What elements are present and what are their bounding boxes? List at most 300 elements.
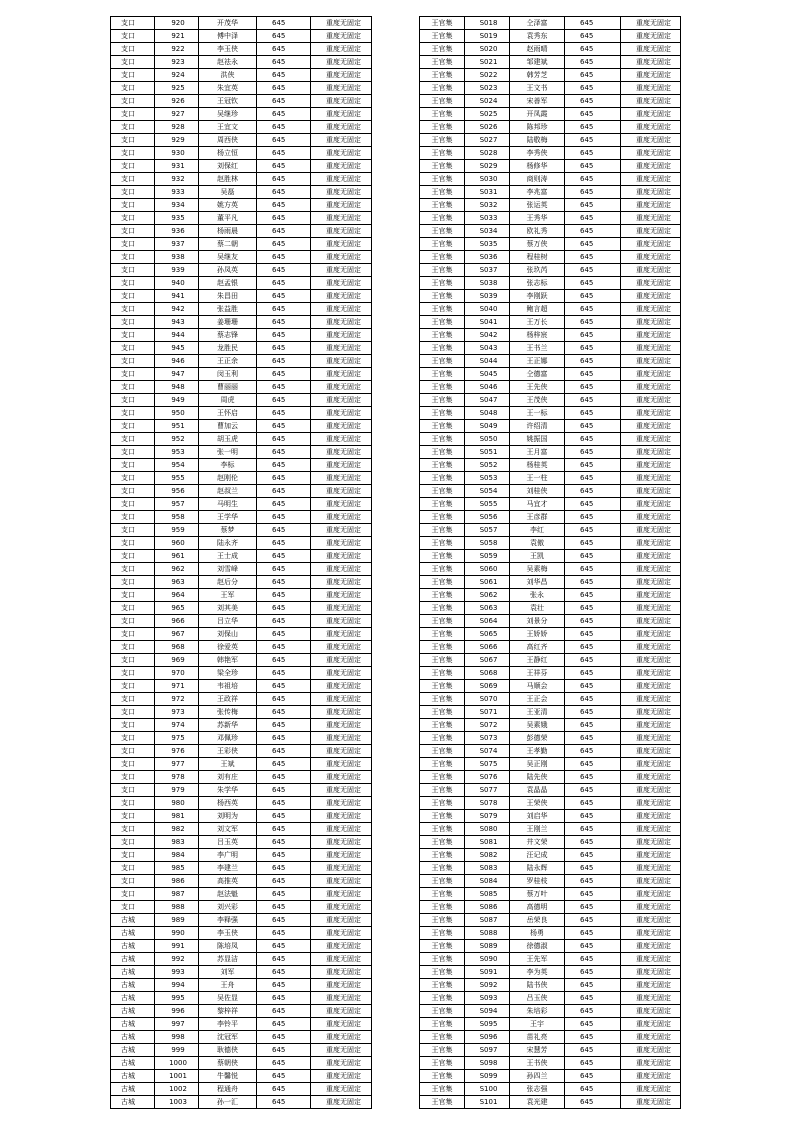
area-cell: 王官集	[420, 1057, 465, 1070]
name-cell: 杨勇	[510, 927, 565, 940]
amount-cell: 645	[257, 381, 311, 394]
category-cell: 重度无固定	[621, 745, 681, 758]
table-row	[111, 394, 372, 407]
id-cell: S098	[465, 1057, 510, 1070]
category-cell: 重度无固定	[621, 576, 681, 589]
amount-cell: 645	[257, 303, 311, 316]
id-cell: S091	[465, 966, 510, 979]
name-cell: 王正娜	[510, 355, 565, 368]
category-cell: 重度无固定	[621, 966, 681, 979]
category-cell: 重度无固定	[311, 810, 372, 823]
table-row	[420, 966, 681, 979]
table-row	[420, 589, 681, 602]
area-cell: 王官集	[420, 1031, 465, 1044]
name-cell: 王正会	[510, 693, 565, 706]
category-cell: 重度无固定	[621, 628, 681, 641]
category-cell: 重度无固定	[311, 95, 372, 108]
id-cell: S027	[465, 134, 510, 147]
category-cell: 重度无固定	[621, 875, 681, 888]
amount-cell: 645	[257, 17, 311, 30]
table-row	[420, 745, 681, 758]
id-cell: S055	[465, 498, 510, 511]
area-cell: 王官集	[420, 277, 465, 290]
table-row	[111, 407, 372, 420]
table-row	[111, 537, 372, 550]
amount-cell: 645	[565, 966, 621, 979]
table-row	[420, 147, 681, 160]
table-row	[420, 836, 681, 849]
name-cell: 王秀华	[510, 212, 565, 225]
amount-cell: 645	[257, 940, 311, 953]
id-cell: 938	[155, 251, 199, 264]
table-row	[420, 511, 681, 524]
area-cell: 王官集	[420, 498, 465, 511]
id-cell: 958	[155, 511, 199, 524]
amount-cell: 645	[257, 1070, 311, 1083]
area-cell: 支口	[111, 745, 155, 758]
table-row	[420, 186, 681, 199]
amount-cell: 645	[257, 1044, 311, 1057]
name-cell: 吕玉侠	[510, 992, 565, 1005]
amount-cell: 645	[565, 1070, 621, 1083]
category-cell: 重度无固定	[621, 420, 681, 433]
category-cell: 重度无固定	[621, 901, 681, 914]
name-cell: 徐德淑	[510, 940, 565, 953]
category-cell: 重度无固定	[621, 95, 681, 108]
name-cell: 沈冠军	[199, 1031, 257, 1044]
table-row	[111, 342, 372, 355]
category-cell: 重度无固定	[621, 264, 681, 277]
category-cell: 重度无固定	[621, 459, 681, 472]
amount-cell: 645	[565, 290, 621, 303]
id-cell: 992	[155, 953, 199, 966]
table-row	[111, 173, 372, 186]
category-cell: 重度无固定	[311, 17, 372, 30]
table-row	[420, 56, 681, 69]
name-cell: 王学华	[199, 511, 257, 524]
amount-cell: 645	[565, 550, 621, 563]
amount-cell: 645	[257, 836, 311, 849]
id-cell: 948	[155, 381, 199, 394]
id-cell: S033	[465, 212, 510, 225]
id-cell: S065	[465, 628, 510, 641]
table-row	[420, 927, 681, 940]
area-cell: 王官集	[420, 121, 465, 134]
table-row	[420, 303, 681, 316]
category-cell: 重度无固定	[311, 433, 372, 446]
id-cell: S068	[465, 667, 510, 680]
amount-cell: 645	[565, 56, 621, 69]
area-cell: 王官集	[420, 563, 465, 576]
table-row	[420, 225, 681, 238]
area-cell: 支口	[111, 407, 155, 420]
area-cell: 支口	[111, 602, 155, 615]
name-cell: 周虎	[199, 394, 257, 407]
name-cell: 王正余	[199, 355, 257, 368]
amount-cell: 645	[565, 953, 621, 966]
name-cell: 王静红	[510, 654, 565, 667]
id-cell: 943	[155, 316, 199, 329]
amount-cell: 645	[565, 1031, 621, 1044]
category-cell: 重度无固定	[311, 1083, 372, 1096]
id-cell: S037	[465, 264, 510, 277]
amount-cell: 645	[257, 966, 311, 979]
name-cell: 李兆富	[510, 186, 565, 199]
category-cell: 重度无固定	[621, 615, 681, 628]
id-cell: 947	[155, 368, 199, 381]
name-cell: 蔡二朝	[199, 238, 257, 251]
area-cell: 王官集	[420, 1096, 465, 1109]
id-cell: S100	[465, 1083, 510, 1096]
name-cell: 赵刚伦	[199, 472, 257, 485]
name-cell: 蔡朝侠	[199, 1057, 257, 1070]
category-cell: 重度无固定	[311, 914, 372, 927]
id-cell: S021	[465, 56, 510, 69]
table-row	[111, 862, 372, 875]
category-cell: 重度无固定	[311, 641, 372, 654]
name-cell: 马明生	[199, 498, 257, 511]
amount-cell: 645	[565, 927, 621, 940]
area-cell: 王官集	[420, 511, 465, 524]
id-cell: 991	[155, 940, 199, 953]
area-cell: 王官集	[420, 771, 465, 784]
id-cell: 999	[155, 1044, 199, 1057]
name-cell: 陆永齐	[199, 537, 257, 550]
id-cell: S040	[465, 303, 510, 316]
area-cell: 支口	[111, 238, 155, 251]
table-row	[111, 680, 372, 693]
area-cell: 支口	[111, 797, 155, 810]
id-cell: 952	[155, 433, 199, 446]
area-cell: 支口	[111, 82, 155, 95]
category-cell: 重度无固定	[311, 992, 372, 1005]
id-cell: S080	[465, 823, 510, 836]
name-cell: 陈培凤	[199, 940, 257, 953]
amount-cell: 645	[257, 225, 311, 238]
table-row	[111, 888, 372, 901]
amount-cell: 645	[257, 901, 311, 914]
amount-cell: 645	[565, 212, 621, 225]
category-cell: 重度无固定	[311, 771, 372, 784]
table-row	[111, 212, 372, 225]
category-cell: 重度无固定	[621, 342, 681, 355]
area-cell: 支口	[111, 537, 155, 550]
amount-cell: 645	[257, 849, 311, 862]
table-row	[111, 1083, 372, 1096]
id-cell: S067	[465, 654, 510, 667]
name-cell: 刘有庄	[199, 771, 257, 784]
amount-cell: 645	[565, 43, 621, 56]
name-cell: 刘启华	[510, 810, 565, 823]
id-cell: 976	[155, 745, 199, 758]
amount-cell: 645	[565, 485, 621, 498]
amount-cell: 645	[565, 771, 621, 784]
category-cell: 重度无固定	[621, 472, 681, 485]
amount-cell: 645	[257, 875, 311, 888]
amount-cell: 645	[257, 693, 311, 706]
table-row	[111, 771, 372, 784]
category-cell: 重度无固定	[311, 849, 372, 862]
table-row	[420, 212, 681, 225]
id-cell: 920	[155, 17, 199, 30]
name-cell: 陆先侠	[510, 771, 565, 784]
category-cell: 重度无固定	[621, 1031, 681, 1044]
name-cell: 王一标	[510, 407, 565, 420]
area-cell: 支口	[111, 329, 155, 342]
table-row	[420, 355, 681, 368]
category-cell: 重度无固定	[311, 368, 372, 381]
amount-cell: 645	[257, 186, 311, 199]
area-cell: 支口	[111, 836, 155, 849]
category-cell: 重度无固定	[311, 238, 372, 251]
name-cell: 李为英	[510, 966, 565, 979]
area-cell: 支口	[111, 199, 155, 212]
table-row	[420, 1031, 681, 1044]
area-cell: 支口	[111, 446, 155, 459]
amount-cell: 645	[257, 342, 311, 355]
id-cell: 936	[155, 225, 199, 238]
category-cell: 重度无固定	[311, 1005, 372, 1018]
category-cell: 重度无固定	[621, 329, 681, 342]
category-cell: 重度无固定	[311, 1044, 372, 1057]
id-cell: 956	[155, 485, 199, 498]
name-cell: 王士成	[199, 550, 257, 563]
id-cell: 1002	[155, 1083, 199, 1096]
name-cell: 王孝勤	[510, 745, 565, 758]
amount-cell: 645	[257, 654, 311, 667]
category-cell: 重度无固定	[621, 17, 681, 30]
category-cell: 重度无固定	[621, 199, 681, 212]
id-cell: 940	[155, 277, 199, 290]
category-cell: 重度无固定	[311, 836, 372, 849]
id-cell: 929	[155, 134, 199, 147]
category-cell: 重度无固定	[621, 446, 681, 459]
amount-cell: 645	[565, 511, 621, 524]
id-cell: 939	[155, 264, 199, 277]
id-cell: S094	[465, 1005, 510, 1018]
amount-cell: 645	[257, 537, 311, 550]
amount-cell: 645	[257, 251, 311, 264]
area-cell: 王官集	[420, 329, 465, 342]
amount-cell: 645	[257, 979, 311, 992]
amount-cell: 645	[257, 576, 311, 589]
amount-cell: 645	[565, 576, 621, 589]
name-cell: 仝德富	[510, 368, 565, 381]
amount-cell: 645	[257, 524, 311, 537]
name-cell: 朱学华	[199, 784, 257, 797]
name-cell: 赵法魁	[199, 888, 257, 901]
category-cell: 重度无固定	[621, 121, 681, 134]
category-cell: 重度无固定	[311, 602, 372, 615]
name-cell: 开凤霞	[510, 108, 565, 121]
table-row	[420, 563, 681, 576]
category-cell: 重度无固定	[621, 394, 681, 407]
name-cell: 杨修华	[510, 160, 565, 173]
amount-cell: 645	[257, 589, 311, 602]
table-row	[420, 108, 681, 121]
table-row	[111, 784, 372, 797]
name-cell: 黎梓祥	[199, 1005, 257, 1018]
table-row	[111, 706, 372, 719]
name-cell: 彭德荣	[510, 732, 565, 745]
table-row	[420, 849, 681, 862]
id-cell: 955	[155, 472, 199, 485]
table-row	[111, 615, 372, 628]
table-row	[111, 225, 372, 238]
amount-cell: 645	[565, 1044, 621, 1057]
area-cell: 王官集	[420, 394, 465, 407]
area-cell: 古城	[111, 1005, 155, 1018]
area-cell: 支口	[111, 368, 155, 381]
area-cell: 支口	[111, 563, 155, 576]
category-cell: 重度无固定	[311, 485, 372, 498]
name-cell: 李玉侠	[199, 43, 257, 56]
category-cell: 重度无固定	[621, 693, 681, 706]
id-cell: 923	[155, 56, 199, 69]
amount-cell: 645	[565, 498, 621, 511]
area-cell: 王官集	[420, 706, 465, 719]
area-cell: 支口	[111, 303, 155, 316]
category-cell: 重度无固定	[621, 1083, 681, 1096]
area-cell: 王官集	[420, 992, 465, 1005]
amount-cell: 645	[257, 147, 311, 160]
category-cell: 重度无固定	[311, 1070, 372, 1083]
area-cell: 王官集	[420, 550, 465, 563]
name-cell: 吴磊	[199, 186, 257, 199]
name-cell: 赵胜林	[199, 173, 257, 186]
id-cell: S045	[465, 368, 510, 381]
name-cell: 罗桂枝	[510, 875, 565, 888]
id-cell: 922	[155, 43, 199, 56]
name-cell: 王祥芬	[510, 667, 565, 680]
id-cell: 984	[155, 849, 199, 862]
table-row	[420, 1096, 681, 1109]
id-cell: S071	[465, 706, 510, 719]
area-cell: 支口	[111, 849, 155, 862]
category-cell: 重度无固定	[621, 225, 681, 238]
table-row	[111, 108, 372, 121]
id-cell: S036	[465, 251, 510, 264]
table-row	[420, 264, 681, 277]
category-cell: 重度无固定	[621, 914, 681, 927]
amount-cell: 645	[257, 420, 311, 433]
amount-cell: 645	[565, 420, 621, 433]
id-cell: 986	[155, 875, 199, 888]
category-cell: 重度无固定	[311, 134, 372, 147]
table-row	[111, 550, 372, 563]
name-cell: 蔡万侠	[510, 238, 565, 251]
name-cell: 孙一汇	[199, 1096, 257, 1109]
id-cell: S097	[465, 1044, 510, 1057]
name-cell: 高德明	[510, 901, 565, 914]
area-cell: 王官集	[420, 979, 465, 992]
area-cell: 王官集	[420, 862, 465, 875]
table-row	[420, 810, 681, 823]
name-cell: 牛馨悦	[199, 1070, 257, 1083]
amount-cell: 645	[257, 212, 311, 225]
area-cell: 支口	[111, 394, 155, 407]
table-row	[420, 953, 681, 966]
amount-cell: 645	[565, 901, 621, 914]
name-cell: 王刚兰	[510, 823, 565, 836]
id-cell: S061	[465, 576, 510, 589]
id-cell: 931	[155, 160, 199, 173]
name-cell: 洪侠	[199, 69, 257, 82]
category-cell: 重度无固定	[621, 550, 681, 563]
name-cell: 姚振国	[510, 433, 565, 446]
id-cell: 972	[155, 693, 199, 706]
name-cell: 姜珊珊	[199, 316, 257, 329]
category-cell: 重度无固定	[621, 680, 681, 693]
id-cell: S048	[465, 407, 510, 420]
amount-cell: 645	[257, 446, 311, 459]
name-cell: 姚方英	[199, 199, 257, 212]
table-row	[111, 186, 372, 199]
name-cell: 刘兴彩	[199, 901, 257, 914]
category-cell: 重度无固定	[621, 134, 681, 147]
category-cell: 重度无固定	[311, 563, 372, 576]
category-cell: 重度无固定	[311, 30, 372, 43]
id-cell: 996	[155, 1005, 199, 1018]
category-cell: 重度无固定	[311, 979, 372, 992]
table-row	[420, 771, 681, 784]
amount-cell: 645	[257, 563, 311, 576]
area-cell: 支口	[111, 615, 155, 628]
amount-cell: 645	[565, 641, 621, 654]
category-cell: 重度无固定	[621, 732, 681, 745]
name-cell: 朱宜英	[199, 82, 257, 95]
category-cell: 重度无固定	[621, 355, 681, 368]
category-cell: 重度无固定	[311, 576, 372, 589]
table-row	[111, 1018, 372, 1031]
area-cell: 支口	[111, 732, 155, 745]
category-cell: 重度无固定	[311, 329, 372, 342]
category-cell: 重度无固定	[311, 1018, 372, 1031]
area-cell: 古城	[111, 940, 155, 953]
table-row	[420, 667, 681, 680]
area-cell: 王官集	[420, 342, 465, 355]
amount-cell: 645	[257, 550, 311, 563]
category-cell: 重度无固定	[311, 524, 372, 537]
amount-cell: 645	[565, 732, 621, 745]
amount-cell: 645	[565, 30, 621, 43]
id-cell: S076	[465, 771, 510, 784]
amount-cell: 645	[565, 69, 621, 82]
id-cell: S075	[465, 758, 510, 771]
table-row	[420, 914, 681, 927]
name-cell: 刘华昌	[510, 576, 565, 589]
id-cell: S062	[465, 589, 510, 602]
name-cell: 王凯	[510, 550, 565, 563]
name-cell: 赵孟银	[199, 277, 257, 290]
id-cell: 942	[155, 303, 199, 316]
name-cell: 蔡梦	[199, 524, 257, 537]
name-cell: 王先侠	[510, 381, 565, 394]
area-cell: 古城	[111, 927, 155, 940]
category-cell: 重度无固定	[621, 1005, 681, 1018]
name-cell: 刘保红	[199, 160, 257, 173]
area-cell: 王官集	[420, 615, 465, 628]
table-row	[420, 784, 681, 797]
table-row	[111, 641, 372, 654]
amount-cell: 645	[565, 95, 621, 108]
category-cell: 重度无固定	[311, 251, 372, 264]
name-cell: 仝泽富	[510, 17, 565, 30]
id-cell: S095	[465, 1018, 510, 1031]
amount-cell: 645	[565, 1005, 621, 1018]
table-row	[111, 420, 372, 433]
id-cell: S054	[465, 485, 510, 498]
